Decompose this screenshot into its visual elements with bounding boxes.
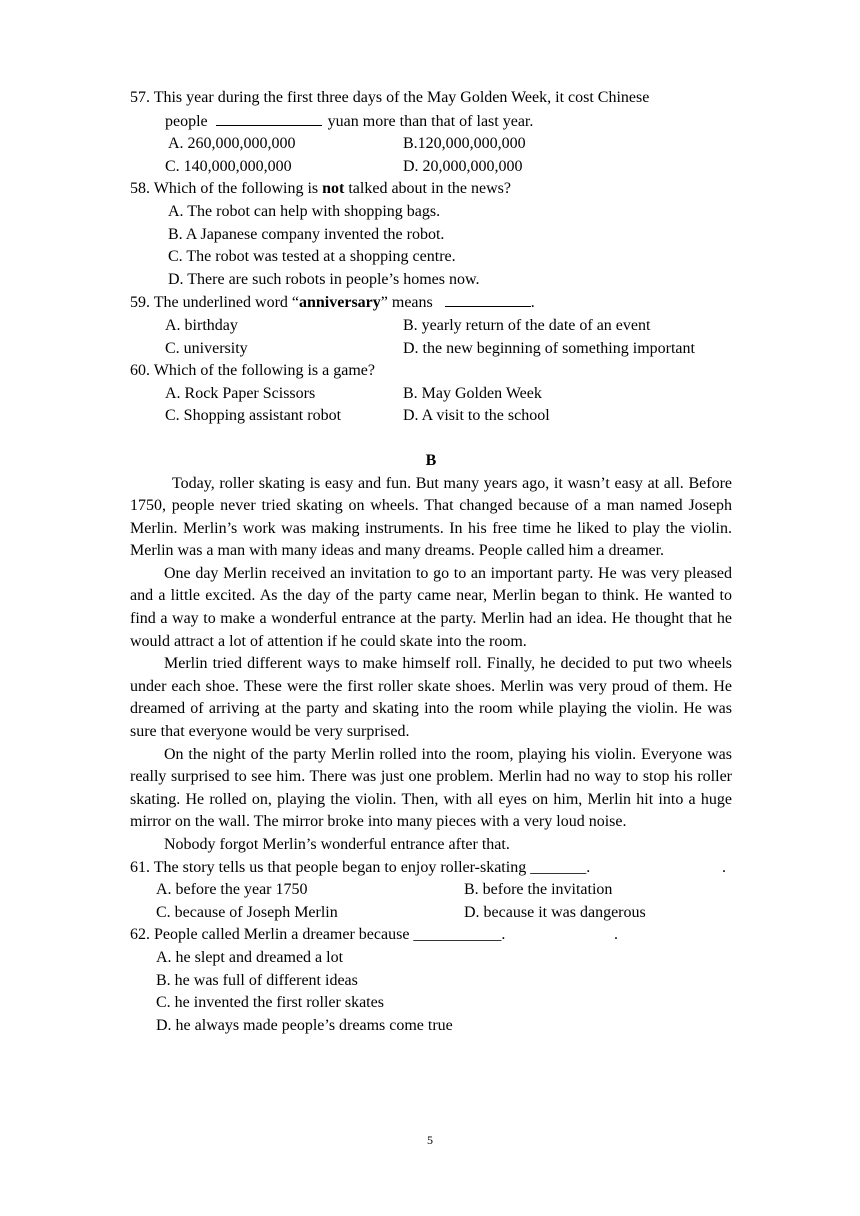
option-a: A. Rock Paper Scissors — [165, 384, 316, 402]
question-59-keyword: anniversary — [299, 294, 381, 312]
option-b: B. he was full of different ideas — [156, 971, 358, 989]
question-57-stem: 57. This year during the first three days of the May Golden Week, it cost Chinese — [130, 89, 650, 106]
option-d: D. There are such robots in people’s homes now. — [168, 270, 480, 288]
question-61-options-row-1 — [130, 879, 732, 902]
option-a: A. birthday — [165, 316, 238, 334]
question-59-options-row-2 — [130, 338, 732, 361]
section-b-title: B — [425, 451, 437, 469]
question-61-stem: 61. The story tells us that people began to enjoy roller-skating _______. — [130, 858, 591, 876]
question-58 — [130, 178, 732, 291]
option-b: B. yearly return of the date of an event — [403, 316, 651, 334]
question-59-options-row-1 — [130, 315, 732, 338]
question-59-stem-start: 59. The underlined word “ — [130, 294, 299, 312]
option-a: A. The robot can help with shopping bags. — [168, 202, 441, 220]
option-a: A. before the year 1750 — [156, 881, 308, 899]
question-59-stem — [130, 291, 732, 315]
question-61 — [130, 857, 732, 925]
option-d: D. 20,000,000,000 — [403, 157, 523, 175]
option-c: C. he invented the first roller skates — [156, 994, 384, 1012]
option-b: B. before the invitation — [464, 881, 613, 899]
option-c: C. university — [165, 339, 248, 357]
question-58-stem-end: talked about in the news? — [344, 180, 511, 198]
answer-blank — [216, 110, 322, 126]
option-d: D. because it was dangerous — [464, 903, 646, 921]
option-b: B.120,000,000,000 — [403, 135, 526, 153]
passage-paragraph: One day Merlin received an invitation to go to an important party. He was very pleased and a little excited. As the day of the party came near, Merlin began to think. He wanted to find a way to make a wonderful entrance at the party. Merlin had an idea. He thought that he would attract a lot of attention if he could skate into the room. — [130, 564, 732, 650]
option-b: B. May Golden Week — [403, 384, 542, 402]
question-58-stem-start: 58. Which of the following is — [130, 180, 323, 198]
option-d: D. he always made people’s dreams come true — [156, 1016, 453, 1034]
option-a: A. he slept and dreamed a lot — [156, 948, 344, 966]
option-c: C. 140,000,000,000 — [165, 157, 292, 175]
question-58-emphasis: not — [322, 180, 345, 198]
question-62 — [130, 924, 732, 1037]
question-57-stem-before-blank: people — [165, 112, 208, 130]
page-number: 5 — [427, 1133, 433, 1147]
question-60-options-row-1 — [130, 383, 732, 406]
question-57-stem-after-blank: yuan more than that of last year. — [327, 112, 534, 130]
option-c: C. Shopping assistant robot — [165, 407, 342, 425]
option-c: C. because of Joseph Merlin — [156, 903, 338, 921]
question-62-stem: 62. People called Merlin a dreamer because ___________. — [130, 926, 506, 944]
question-58-stem — [130, 178, 732, 201]
option-b: B. A Japanese company invented the robot. — [168, 225, 445, 243]
question-61-options-row-2 — [130, 902, 732, 925]
question-57-options-row-2 — [130, 156, 732, 179]
question-62-trailing-mark: . — [614, 926, 618, 944]
question-62-stem-line — [130, 924, 732, 947]
option-a: A. 260,000,000,000 — [168, 135, 296, 153]
question-57 — [130, 87, 732, 178]
question-61-trailing-mark: . — [722, 858, 726, 876]
reading-passage — [130, 473, 732, 857]
question-61-stem-line — [130, 857, 732, 880]
question-60 — [130, 360, 732, 428]
answer-blank — [445, 291, 531, 307]
question-59-period: . — [530, 294, 535, 312]
option-d: D. A visit to the school — [403, 407, 550, 425]
question-60-options-row-2 — [130, 405, 732, 428]
passage-paragraph: On the night of the party Merlin rolled into the room, playing his violin. Everyone was really surprised to see him. There was just one problem. Merlin had no way to stop his roller skating. He rolled on, playing the violin. Then, with all eyes on him, Merlin hit into a huge mirror on the wall. The mirror broke into many pieces with a very loud noise. — [130, 745, 732, 831]
passage-paragraph: Nobody forgot Merlin’s wonderful entrance after that. — [164, 836, 510, 853]
question-59-stem-end: ” means — [380, 294, 433, 312]
passage-paragraph: Today, roller skating is easy and fun. But many years ago, it wasn’t easy at all. Before 1750, people never tried skating on wheels. That changed because of a man named Joseph Merlin. Merlin’s work was making instruments. In his free time he liked to play the violin. Merlin was a man with many ideas and many dreams. People called him a dreamer. — [130, 474, 732, 560]
question-60-stem: 60. Which of the following is a game? — [130, 362, 375, 380]
page-content — [130, 87, 732, 1037]
question-57-stem-line2 — [130, 110, 732, 134]
passage-paragraph: Merlin tried different ways to make himself roll. Finally, he decided to put two wheels under each shoe. These were the first roller skate shoes. Merlin was very proud of them. He dreamed of arriving at the party and skating into the room while playing the violin. He was sure that everyone would be very surprised. — [130, 655, 732, 741]
question-57-options-row-1 — [130, 133, 732, 156]
question-59 — [130, 291, 732, 360]
option-c: C. The robot was tested at a shopping centre. — [168, 248, 456, 266]
option-d: D. the new beginning of something important — [403, 339, 695, 357]
